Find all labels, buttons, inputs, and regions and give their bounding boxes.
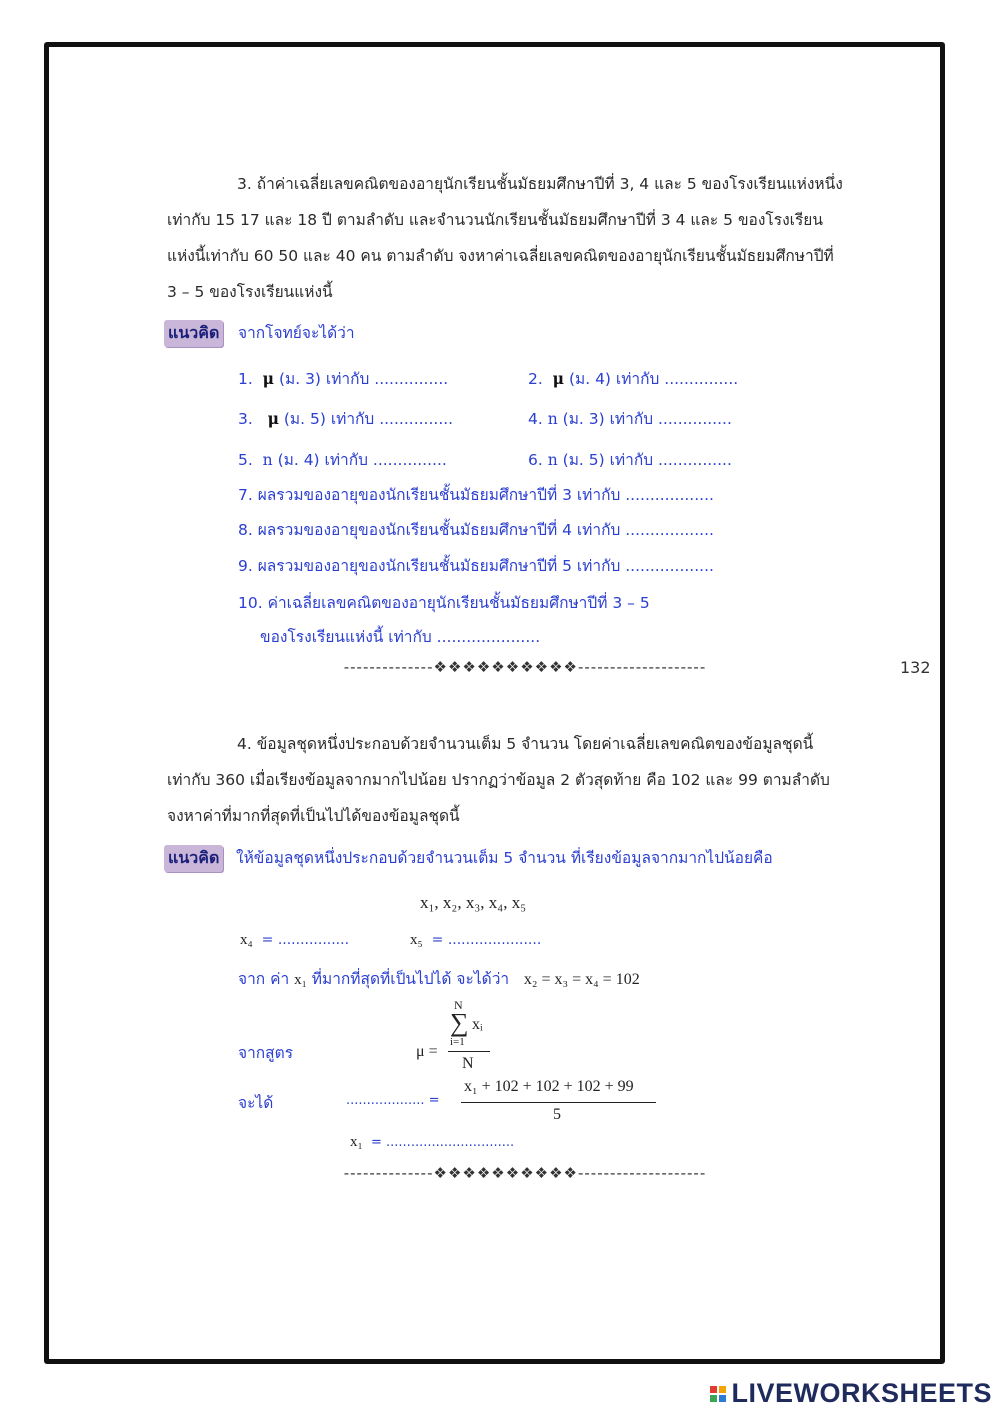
page-number: 132 [900, 658, 931, 677]
q3-item-8[interactable]: 8. ผลรวมของอายุของนักเรียนชั้นมัธยมศึกษาปีที่ 4 เท่ากับ .................. [238, 521, 714, 539]
q4-formula-sum-icon: ∑ [450, 1008, 469, 1037]
q4-line-3: จงหาค่าที่มากที่สุดที่เป็นไปได้ของข้อมูลชุดนี้ [167, 807, 460, 825]
q4-separator: --------------❖❖❖❖❖❖❖❖❖❖-------------------- [343, 1164, 707, 1182]
q4-result-fraction-bar [461, 1102, 656, 1103]
q3-text [167, 166, 879, 310]
q4-approach-label: แนวคิด [164, 845, 223, 872]
q4-result-blank[interactable]: ................... = [346, 1093, 440, 1108]
q3-item-10-answer[interactable]: ของโรงเรียนแห่งนี้ เท่ากับ ..................... [260, 628, 541, 646]
q4-x4-row[interactable]: x₄ = ................ [240, 932, 350, 948]
q4-intro: ให้ข้อมูลชุดหนึ่งประกอบด้วยจำนวนเต็ม 5 จำนวน ที่เรียงข้อมูลจากมากไปน้อยคือ [236, 849, 773, 867]
q4-line-1: 4. ข้อมูลชุดหนึ่งประกอบด้วยจำนวนเต็ม 5 จำนวน โดยค่าเฉลี่ยเลขคณิตของข้อมูลชุดนี้ [237, 735, 814, 753]
q3-item-7[interactable]: 7. ผลรวมของอายุของนักเรียนชั้นมัธยมศึกษาปีที่ 3 เท่ากับ .................. [238, 486, 714, 504]
q4-line-2: เท่ากับ 360 เมื่อเรียงข้อมูลจากมากไปน้อย ปรากฏว่าข้อมูล 2 ตัวสุดท้าย คือ 102 และ 99 ตามลำดับ [167, 771, 830, 789]
q4-formula-xi: xᵢ [472, 1016, 483, 1033]
q3-line-1: 3. ถ้าค่าเฉลี่ยเลขคณิตของอายุนักเรียนชั้นมัธยมศึกษาปีที่ 3, 4 และ 5 ของโรงเรียนแห่งหนึ่ง [237, 175, 843, 193]
q3-intro: จากโจทย์จะได้ว่า [238, 324, 355, 342]
q3-line-4: 3 – 5 ของโรงเรียนแห่งนี้ [167, 283, 333, 301]
q3-line-3: แห่งนี้เท่ากับ 60 50 และ 40 คน ตามลำดับ จงหาค่าเฉลี่ยเลขคณิตของอายุนักเรียนชั้นมัธยมศึกษาปีที่ [167, 247, 834, 265]
q4-formula-mu: μ = [416, 1043, 438, 1060]
q3-item-6[interactable]: 6. n (ม. 5) เท่ากับ ............... [528, 451, 732, 469]
q4-formula-label: จากสูตร [238, 1044, 294, 1062]
q3-item-1[interactable]: 1. μ (ม. 3) เท่ากับ ............... [238, 369, 449, 388]
q4-result-denominator: 5 [553, 1106, 561, 1123]
q3-item-4[interactable]: 4. n (ม. 3) เท่ากับ ............... [528, 410, 732, 428]
q3-item-9[interactable]: 9. ผลรวมของอายุของนักเรียนชั้นมัธยมศึกษาปีที่ 5 เท่ากับ .................. [238, 557, 714, 575]
q4-formula-den: N [462, 1055, 474, 1072]
liveworksheets-brand [709, 1378, 992, 1409]
q3-approach-label: แนวคิด [164, 320, 223, 347]
q3-item-10: 10. ค่าเฉลี่ยเลขคณิตของอายุนักเรียนชั้นมัธยมศึกษาปีที่ 3 – 5 [238, 594, 650, 612]
q3-item-3[interactable]: 3. μ (ม. 5) เท่ากับ ............... [238, 409, 454, 428]
q4-formula-fraction-bar [448, 1051, 490, 1052]
q3-item-2[interactable]: 2. μ (ม. 4) เท่ากับ ............... [528, 369, 739, 388]
liveworksheets-brand-name: LIVEWORKSHEETS [731, 1378, 992, 1408]
q4-x5-row[interactable]: x₅ = ..................... [410, 932, 542, 948]
q4-result-numerator: x₁ + 102 + 102 + 102 + 99 [464, 1078, 634, 1095]
q4-sequence: x₁, x₂, x₃, x₄, x₅ [420, 893, 527, 912]
q4-result-label: จะได้ [238, 1094, 274, 1112]
q3-separator: --------------❖❖❖❖❖❖❖❖❖❖-------------------- [343, 658, 707, 676]
q3-line-2: เท่ากับ 15 17 และ 18 ปี ตามลำดับ และจำนวนนักเรียนชั้นมัธยมศึกษาปีที่ 3 4 และ 5 ของโรงเรียน [167, 211, 823, 229]
q4-x1-row[interactable]: x₁ = ............................... [350, 1134, 515, 1150]
q3-item-5[interactable]: 5. n (ม. 4) เท่ากับ ............... [238, 451, 447, 469]
liveworksheets-logo-icon [709, 1385, 727, 1403]
q4-formula-sum-top: N [454, 998, 463, 1012]
q4-formula-sum-bottom: i=1 [450, 1036, 465, 1048]
q4-from-row: จาก ค่า x₁ ที่มากที่สุดที่เป็นไปได้ จะได้ว่า x₂ = x₃ = x₄ = 102 [238, 970, 640, 988]
q4-text [167, 726, 879, 834]
